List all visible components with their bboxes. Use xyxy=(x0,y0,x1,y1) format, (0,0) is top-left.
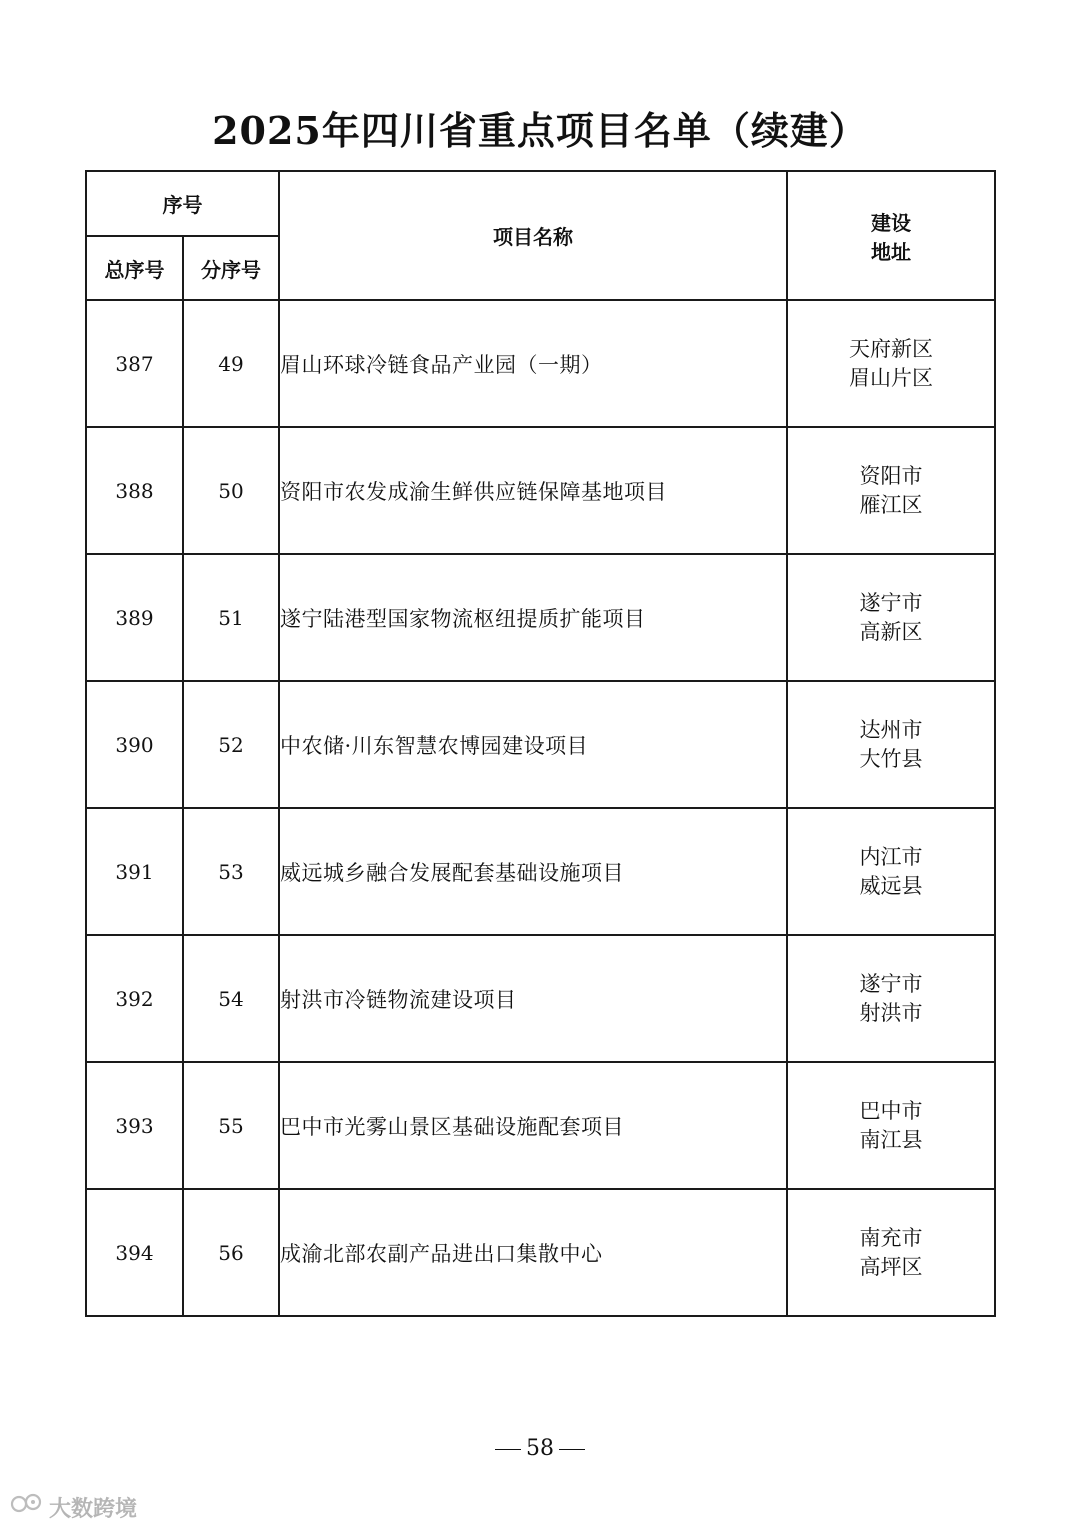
total-seq-cell: 392 xyxy=(86,935,183,1062)
location-line: 达州市 xyxy=(859,717,923,742)
project-name-cell: 遂宁陆港型国家物流枢纽提质扩能项目 xyxy=(279,554,787,681)
table-row xyxy=(86,300,995,427)
project-name-cell: 成渝北部农副产品进出口集散中心 xyxy=(279,1189,787,1316)
table-row xyxy=(86,808,995,935)
header-address-line: 建设 xyxy=(871,210,911,235)
location-line: 天府新区 xyxy=(849,336,933,361)
sub-seq-cell: 49 xyxy=(183,300,279,427)
location-cell xyxy=(787,681,995,808)
location-line: 大竹县 xyxy=(859,746,923,771)
location-line: 遂宁市 xyxy=(859,971,923,996)
location-line: 南充市 xyxy=(859,1225,923,1250)
header-address-line: 地址 xyxy=(871,239,911,264)
header-project-name: 项目名称 xyxy=(279,171,787,300)
page-number: 58 xyxy=(526,1436,554,1461)
project-name-cell: 巴中市光雾山景区基础设施配套项目 xyxy=(279,1062,787,1189)
location-line: 眉山片区 xyxy=(849,365,933,390)
total-seq-cell: 391 xyxy=(86,808,183,935)
total-seq-cell: 388 xyxy=(86,427,183,554)
table-row xyxy=(86,1189,995,1316)
total-seq-cell: 394 xyxy=(86,1189,183,1316)
table-row xyxy=(86,427,995,554)
location-cell xyxy=(787,427,995,554)
sub-seq-cell: 53 xyxy=(183,808,279,935)
footer-dash xyxy=(559,1449,585,1450)
sub-seq-cell: 50 xyxy=(183,427,279,554)
sub-seq-cell: 56 xyxy=(183,1189,279,1316)
location-cell xyxy=(787,1189,995,1316)
location-line: 遂宁市 xyxy=(859,590,923,615)
project-name-cell: 中农储·川东智慧农博园建设项目 xyxy=(279,681,787,808)
header-address xyxy=(787,171,995,300)
location-line: 内江市 xyxy=(859,844,923,869)
location-line: 高坪区 xyxy=(859,1254,923,1279)
project-name-cell: 资阳市农发成渝生鲜供应链保障基地项目 xyxy=(279,427,787,554)
footer-dash xyxy=(495,1449,521,1450)
location-cell xyxy=(787,554,995,681)
watermark xyxy=(10,1492,137,1522)
location-cell xyxy=(787,935,995,1062)
project-table xyxy=(85,170,996,1317)
table-row xyxy=(86,935,995,1062)
location-line: 高新区 xyxy=(859,619,923,644)
sub-seq-cell: 54 xyxy=(183,935,279,1062)
table-row xyxy=(86,554,995,681)
location-line: 资阳市 xyxy=(859,463,923,488)
total-seq-cell: 393 xyxy=(86,1062,183,1189)
header-seq-group: 序号 xyxy=(86,171,279,236)
location-cell xyxy=(787,808,995,935)
location-line: 威远县 xyxy=(859,873,923,898)
sub-seq-cell: 55 xyxy=(183,1062,279,1189)
location-line: 雁江区 xyxy=(859,492,923,517)
location-cell xyxy=(787,300,995,427)
project-name-cell: 眉山环球冷链食品产业园（一期） xyxy=(279,300,787,427)
header-sub-seq: 分序号 xyxy=(183,236,279,300)
total-seq-cell: 390 xyxy=(86,681,183,808)
page-title: 2025年四川省重点项目名单（续建） xyxy=(212,108,868,153)
table-row xyxy=(86,681,995,808)
table-row xyxy=(86,1062,995,1189)
location-cell xyxy=(787,1062,995,1189)
location-line: 射洪市 xyxy=(859,1000,923,1025)
sub-seq-cell: 52 xyxy=(183,681,279,808)
sub-seq-cell: 51 xyxy=(183,554,279,681)
total-seq-cell: 389 xyxy=(86,554,183,681)
page-footer xyxy=(0,1436,1080,1461)
total-seq-cell: 387 xyxy=(86,300,183,427)
header-total-seq: 总序号 xyxy=(86,236,183,300)
watermark-text: 大数跨境 xyxy=(49,1496,138,1522)
project-name-cell: 威远城乡融合发展配套基础设施项目 xyxy=(279,808,787,935)
location-line: 巴中市 xyxy=(859,1098,923,1123)
location-line: 南江县 xyxy=(859,1127,923,1152)
project-name-cell: 射洪市冷链物流建设项目 xyxy=(279,935,787,1062)
brand-logo-icon xyxy=(10,1491,44,1523)
